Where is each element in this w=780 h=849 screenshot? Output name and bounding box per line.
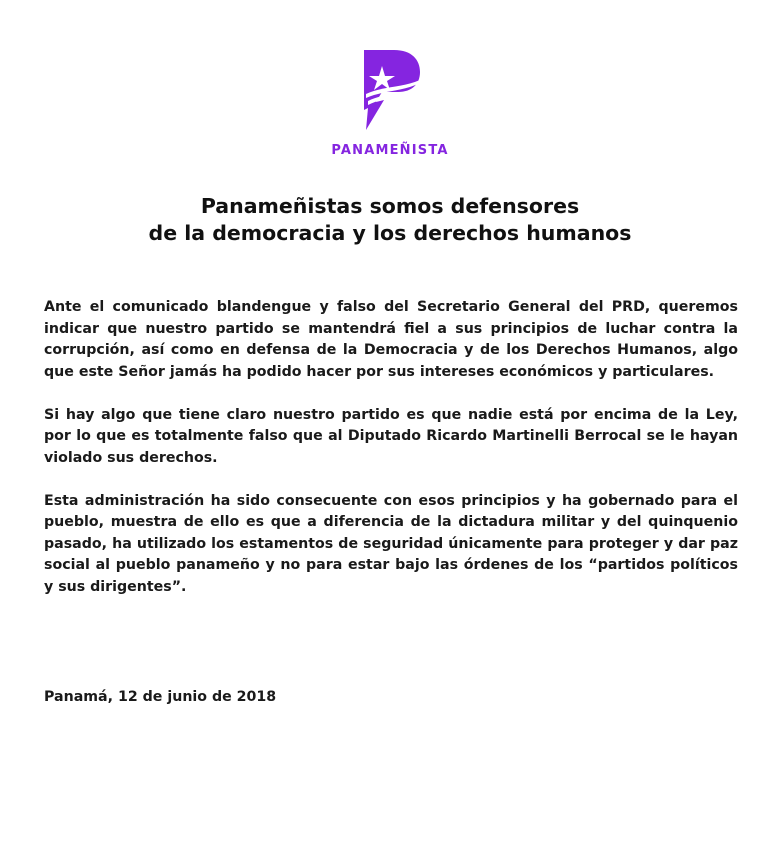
paragraph: Ante el comunicado blandengue y falso del Secretario General del PRD, queremos indicar que nuestro partido se mantendrá fiel a sus principios de luchar contra la corrupción, así como en defensa de la Democracia y de los Derechos Humanos, algo que este Señor jamás ha podido hacer por sus intereses económicos y particulares. <box>44 299 738 380</box>
party-name: PANAMEÑISTA <box>331 143 449 158</box>
panamenista-logo-icon <box>362 50 422 132</box>
paragraph: Esta administración ha sido consecuente con esos principios y ha gobernado para el pueblo, muestra de ello es que a diferencia de la dictadura militar y del quinquenio pasado, ha utilizado los estamentos de seguridad únicamente para proteger y dar paz social al pueblo panameño y no para estar bajo las órdenes de los “partidos políticos y sus dirigentes”. <box>44 492 738 595</box>
page-title <box>0 193 780 247</box>
title-line-1: Panameñistas somos defensores <box>200 194 580 218</box>
date-line: Panamá, 12 de junio de 2018 <box>44 689 277 705</box>
paragraph: Si hay algo que tiene claro nuestro partido es que nadie está por encima de la Ley, por lo que es totalmente falso que al Diputado Ricardo Martinelli Berrocal se le hayan violado sus derechos. <box>44 406 738 466</box>
statement-body <box>44 297 738 620</box>
title-line-2: de la democracia y los derechos humanos <box>148 221 632 245</box>
